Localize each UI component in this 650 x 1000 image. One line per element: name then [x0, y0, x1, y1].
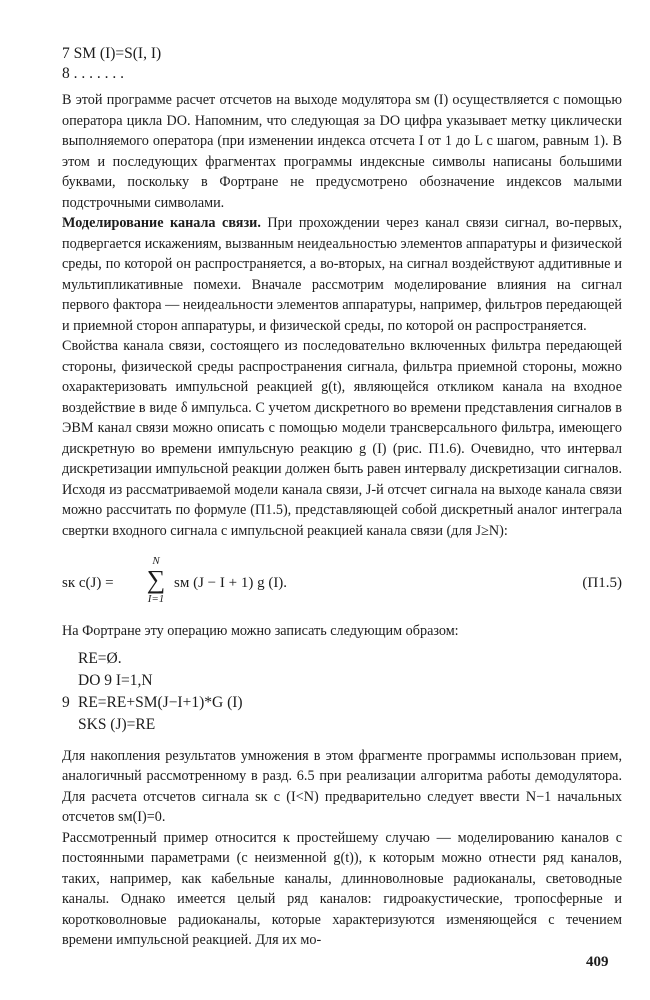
summation: [142, 555, 170, 605]
paragraph-2-text: При прохождении через канал связи сигнал, во-первых, подвергается искажениям, вызванным неидеальностью элементов аппаратуры и физической среды, по которой он распространяется, а во-вторых, на сигнал воздействуют аддитивные и мультипликативные помехи. Вначале рассмотрим моделирование влияния на сигнал первого фактора — неидеальности элементов аппаратуры, например, фильтров передающей и приемной сторон аппаратуры, и физической среды, по которой он распространяется.: [62, 215, 622, 334]
code-text: SKS (J)=RE: [78, 715, 156, 733]
code-line: 8 . . . . . . .: [62, 65, 124, 82]
code-label: 9: [62, 693, 70, 711]
sigma-symbol: ∑: [146, 565, 166, 594]
formula-lhs: sк с(J) =: [62, 575, 114, 591]
code-text: DO 9 I=1,N: [78, 671, 153, 689]
formula-p1-5: [62, 543, 622, 617]
paragraph-3: Свойства канала связи, состоящего из последовательно включенных фильтра передающей стороны, физической среды распространения сигнала, фильтра приемной стороны, можно охарактеризовать импульсной реакцией g(t), являющейся откликом канала на входное воздействие в виде δ импульса. С учетом дискретного во времени представления сигналов в ЭВМ канал связи можно описать с помощью модели трансверсального фильтра, имеющего дискретную во времени импульсную реакцию g (I) (рис. П1.6). Очевидно, что интервал дискретизации импульсной реакции должен быть равен интервалу дискретизации сигналов. Исходя из рассматриваемой модели канала связи, J-й отсчет сигнала на выходе канала связи можно рассчитать по формуле (П1.5), представляющей собой дискретный аналог интеграла свертки входного сигнала с импульсной реакцией канала связи (для J≥N):: [62, 338, 622, 539]
section-heading: Моделирование канала связи.: [62, 215, 261, 231]
page-body: [62, 44, 622, 951]
code-line: [62, 692, 622, 714]
formula-number: (П1.5): [582, 575, 622, 591]
code-line: [62, 648, 622, 670]
top-code-block: [62, 44, 622, 84]
paragraph-2: [62, 213, 622, 336]
code-line: [62, 714, 622, 736]
paragraph-4: На Фортране эту операцию можно записать следующим образом:: [62, 623, 459, 639]
fortran-code-block: [62, 648, 622, 736]
code-text: RE=RE+SM(J−I+1)*G (I): [78, 693, 243, 711]
page-number: 409: [586, 954, 609, 970]
formula-rhs: sм (J − I + 1) g (I).: [174, 575, 288, 591]
paragraph-5: Для накопления результатов умножения в этом фрагменте программы использован прием, аналогичный рассмотренному в разд. 6.5 при реализации алгоритма работы демодулятора. Для расчета отсчетов сигнала sк с (I<N) предварительно следует ввести N−1 начальных отсчетов sм(I)=0.: [62, 747, 622, 825]
sum-upper-limit: N: [152, 555, 160, 567]
paragraph-6: Рассмотренный пример относится к простейшему случаю — моделированию каналов с постоянными параметрами (с неизменной g(t)), к которым можно отнести ряд каналов, таких, например, как кабельные каналы, длинноволновые радиоканалы, световодные каналы. Однако имеется целый ряд каналов: гидроакустические, тропосферные и коротковолновые радиоканалы, которые характеризуются изменяющейся с течением времени импульсной реакцией. Для их мо-: [62, 829, 622, 948]
code-line: [62, 670, 622, 692]
code-line: 7 SM (I)=S(I, I): [62, 45, 162, 62]
code-text: RE=Ø.: [78, 649, 122, 667]
sum-lower-limit: I=1: [147, 593, 165, 605]
paragraph-1: В этой программе расчет отсчетов на выходе модулятора sм (I) осуществляется с помощью оператора цикла DO. Напомним, что следующая за DO цифра указывает метку циклически выполняемого оператора (при изменении индекса отсчета I от 1 до L с шагом, равным 1). В этом и последующих фрагментах программы индексные символы написаны большими буквами, поскольку в Фортране не предусмотрено обозначение индексов малыми подстрочными символами.: [62, 92, 622, 211]
